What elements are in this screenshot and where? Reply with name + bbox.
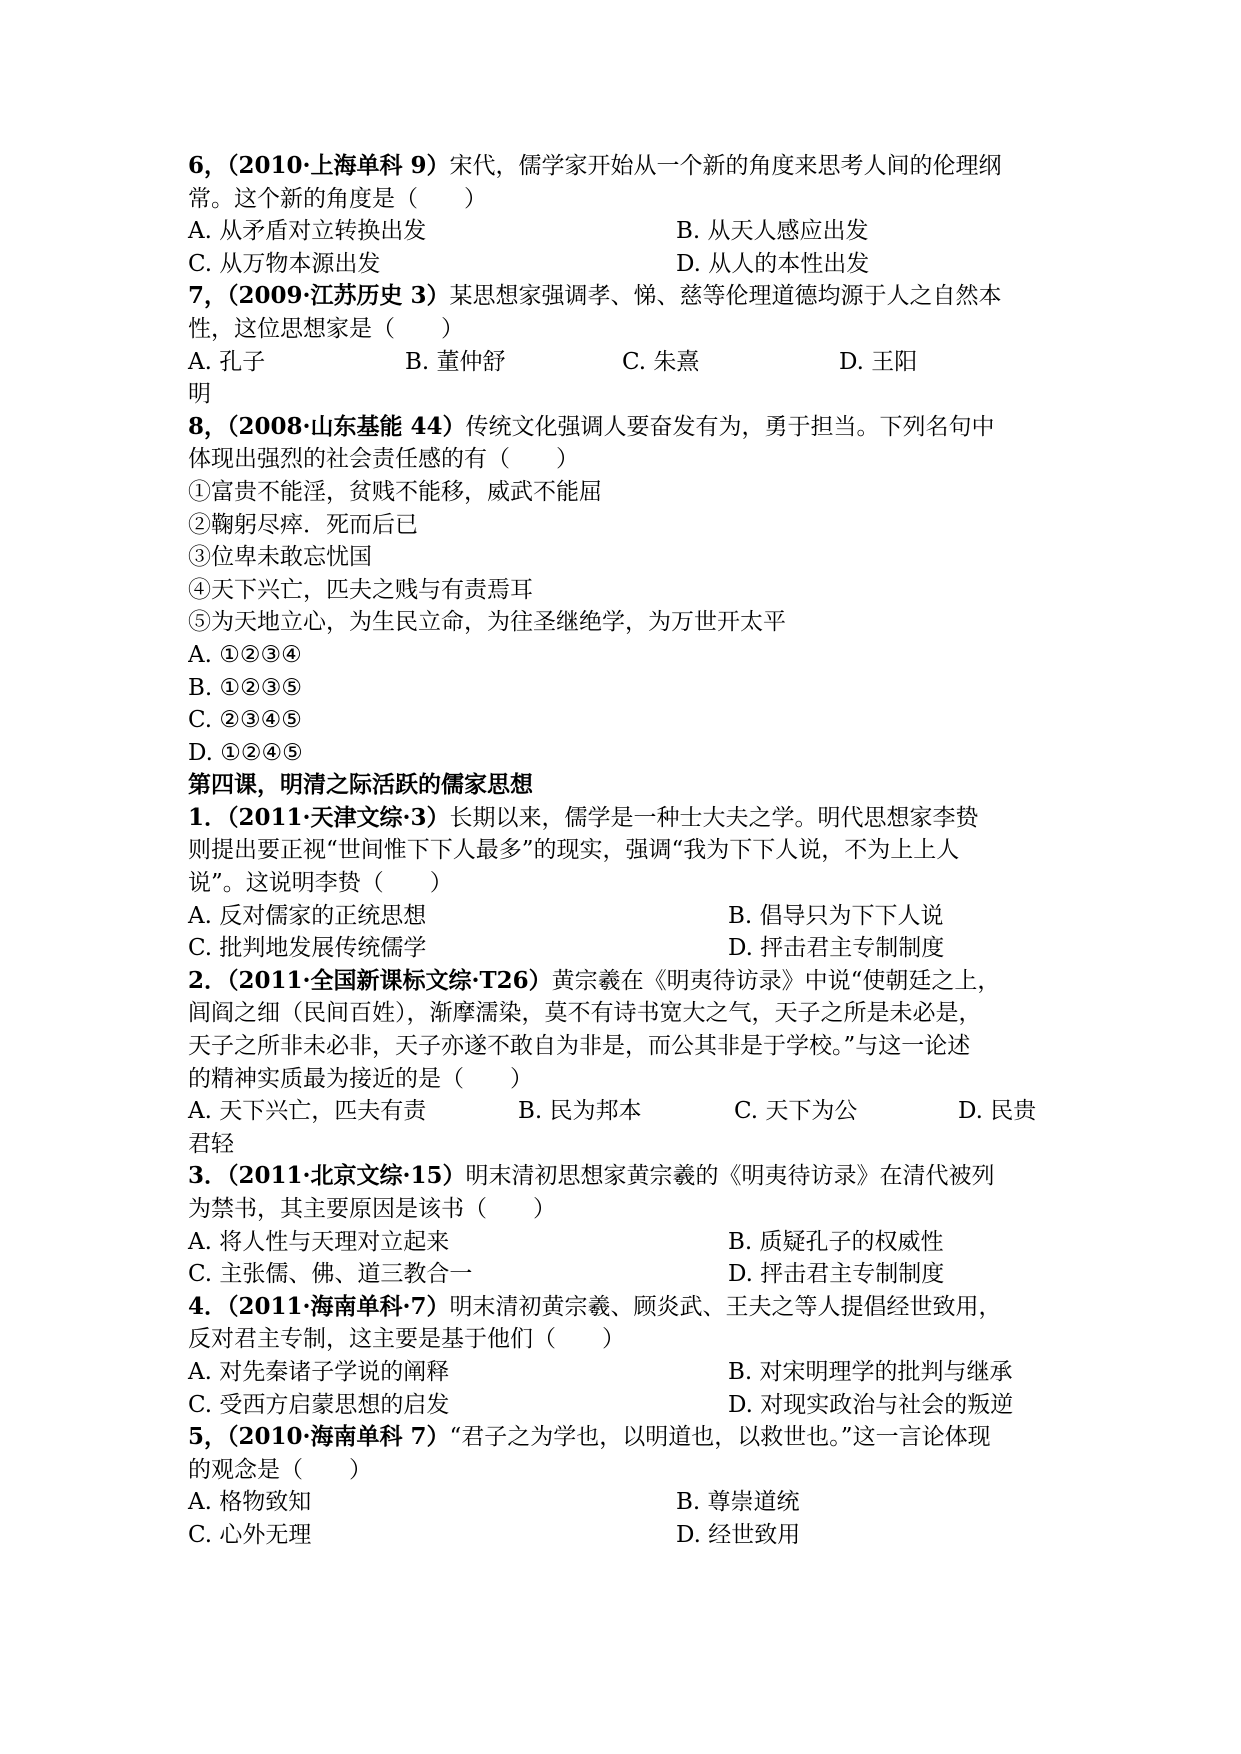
section-question-1-option-b[interactable]: B. 倡导只为下下人说 <box>728 902 944 929</box>
section-question-3-option-b[interactable]: B. 质疑孔子的权威性 <box>728 1228 944 1255</box>
question-8-item-2: ②鞠躬尽瘁．死而后已 <box>188 511 418 538</box>
section-question-3-option-d[interactable]: D. 抨击君主专制制度 <box>728 1261 945 1288</box>
section-question-1-text-cont-2: 说”。这说明李贽（ ） <box>188 870 453 897</box>
section-question-1-option-c[interactable]: C. 批判地发展传统儒学 <box>188 935 427 962</box>
question-8-item-5: ⑤为天地立心，为生民立命，为往圣继绝学，为万世开太平 <box>188 609 786 636</box>
section-question-3-option-a[interactable]: A. 将人性与天理对立起来 <box>188 1228 450 1255</box>
section-question-1-source: 1．（2011·天津文综·3） <box>188 803 450 831</box>
section-question-2-option-b[interactable]: B. 民为邦本 <box>518 1098 642 1125</box>
section-question-3-source: 3．（2011·北京文综·15） <box>188 1162 466 1190</box>
section-question-4-source: 4．（2011·海南单科·7） <box>188 1292 450 1320</box>
question-6-option-c[interactable]: C. 从万物本源出发 <box>188 250 381 277</box>
section-question-2-option-d[interactable]: D. 民贵 <box>958 1098 1037 1125</box>
section-question-5-text: “君子之为学也，以明道也，以救世也。”这一言论体现 <box>449 1424 991 1451</box>
section-question-4-text: 明末清初黄宗羲、顾炎武、王夫之等人提倡经世致用， <box>449 1293 1002 1320</box>
question-8 <box>188 411 1060 770</box>
section-question-4-text-cont: 反对君主专制，这主要是基于他们（ ） <box>188 1326 625 1353</box>
section-question-3-text: 明末清初思想家黄宗羲的《明夷待访录》在清代被列 <box>465 1163 995 1190</box>
question-8-item-3: ③位卑未敢忘忧国 <box>188 544 372 571</box>
section-question-5-option-c[interactable]: C. 心外无理 <box>188 1521 312 1548</box>
question-8-item-1: ①富贵不能淫，贫贱不能移，威武不能屈 <box>188 478 602 505</box>
question-8-option-a[interactable]: A. ①②③④ <box>188 641 302 668</box>
section-question-3-text-cont: 为禁书，其主要原因是该书（ ） <box>188 1196 556 1222</box>
question-8-option-b[interactable]: B. ①②③⑤ <box>188 674 303 701</box>
question-6-text: 宋代，儒学家开始从一个新的角度来思考人间的伦理纲 <box>449 153 1002 179</box>
section-question-1-option-d[interactable]: D. 抨击君主专制制度 <box>728 935 945 962</box>
question-7-option-d-wrap: 明 <box>188 381 211 408</box>
question-6-source: 6，（2010·上海单科 9） <box>188 152 450 179</box>
question-8-item-4: ④天下兴亡，匹夫之贱与有责焉耳 <box>188 576 533 603</box>
section-question-1-option-a[interactable]: A. 反对儒家的正统思想 <box>188 902 427 929</box>
section-question-1-text: 长期以来，儒学是一种士大夫之学。明代思想家李贽 <box>449 804 979 831</box>
question-7 <box>188 280 1060 410</box>
question-6-text-cont: 常。这个新的角度是（ ） <box>188 185 487 212</box>
question-7-text: 某思想家强调孝、悌、慈等伦理道德均源于人之自然本 <box>449 283 1002 310</box>
section-question-4-option-c[interactable]: C. 受西方启蒙思想的启发 <box>188 1391 450 1418</box>
section-question-5-option-d[interactable]: D. 经世致用 <box>676 1521 801 1548</box>
section-question-4-option-a[interactable]: A. 对先秦诸子学说的阐释 <box>188 1358 450 1385</box>
section-question-5-text-cont: 的观念是（ ） <box>188 1456 372 1483</box>
question-8-option-d[interactable]: D. ①②④⑤ <box>188 739 303 766</box>
section-question-5-option-b[interactable]: B. 尊崇道统 <box>676 1489 800 1516</box>
section-question-5-source: 5，（2010·海南单科 7） <box>188 1423 450 1451</box>
section-question-2-text-cont-2: 天子之所非未必非，天子亦遂不敢自为非是，而公其非是于学校。”与这一论述 <box>188 1033 971 1060</box>
section-question-2-text-cont: 闾阎之细（民间百姓），渐摩濡染，莫不有诗书宽大之气，天子之所是未必是， <box>188 1000 982 1027</box>
question-8-text: 传统文化强调人要奋发有为，勇于担当。下列名句中 <box>465 413 995 440</box>
section-question-1-text-cont: 则提出要正视“世间惟下下人最多”的现实，强调“我为下下人说，不为上上人 <box>188 837 960 864</box>
section-question-2-source: 2．（2011·全国新课标文综·T26） <box>188 966 552 994</box>
question-8-source: 8，（2008·山东基能 44） <box>188 412 466 440</box>
question-8-text-cont: 体现出强烈的社会责任感的有（ ） <box>188 446 579 473</box>
section-question-3-option-c[interactable]: C. 主张儒、佛、道三教合一 <box>188 1261 473 1288</box>
section-question-2-option-c[interactable]: C. 天下为公 <box>734 1098 858 1125</box>
section-question-3 <box>188 1160 1060 1290</box>
section-question-4-option-b[interactable]: B. 对宋明理学的批判与继承 <box>728 1358 1013 1385</box>
section-question-2-option-d-wrap: 君轻 <box>188 1130 234 1157</box>
section-question-2-option-a[interactable]: A. 天下兴亡，匹夫有责 <box>188 1098 427 1125</box>
question-7-option-d[interactable]: D. 王阳 <box>839 348 918 375</box>
question-6-option-d[interactable]: D. 从人的本性出发 <box>676 250 870 277</box>
section-question-2-text-cont-3: 的精神实质最为接近的是（ ） <box>188 1065 533 1092</box>
question-6-option-b[interactable]: B. 从天人感应出发 <box>676 218 869 245</box>
question-7-option-a[interactable]: A. 孔子 <box>188 348 266 375</box>
question-7-source: 7，（2009·江苏历史 3） <box>188 282 450 310</box>
question-8-option-c[interactable]: C. ②③④⑤ <box>188 707 302 734</box>
question-7-text-cont: 性，这位思想家是（ ） <box>188 315 464 342</box>
section-question-2 <box>188 965 1060 1161</box>
section-question-4-option-d[interactable]: D. 对现实政治与社会的叛逆 <box>728 1391 1014 1418</box>
section-question-5-option-a[interactable]: A. 格物致知 <box>188 1489 312 1516</box>
question-6 <box>188 150 1060 280</box>
section-question-4 <box>188 1291 1060 1421</box>
question-7-option-b[interactable]: B. 董仲舒 <box>405 348 506 375</box>
question-7-option-c[interactable]: C. 朱熹 <box>622 348 700 375</box>
question-6-option-a[interactable]: A. 从矛盾对立转换出发 <box>188 218 427 245</box>
section-question-5 <box>188 1421 1060 1551</box>
section-question-2-text: 黄宗羲在《明夷待访录》中说“使朝廷之上， <box>551 967 1001 994</box>
section-question-1 <box>188 802 1060 965</box>
exam-document <box>188 150 1060 1552</box>
section-title: 第四课，明清之际活跃的儒家思想 <box>188 771 533 799</box>
